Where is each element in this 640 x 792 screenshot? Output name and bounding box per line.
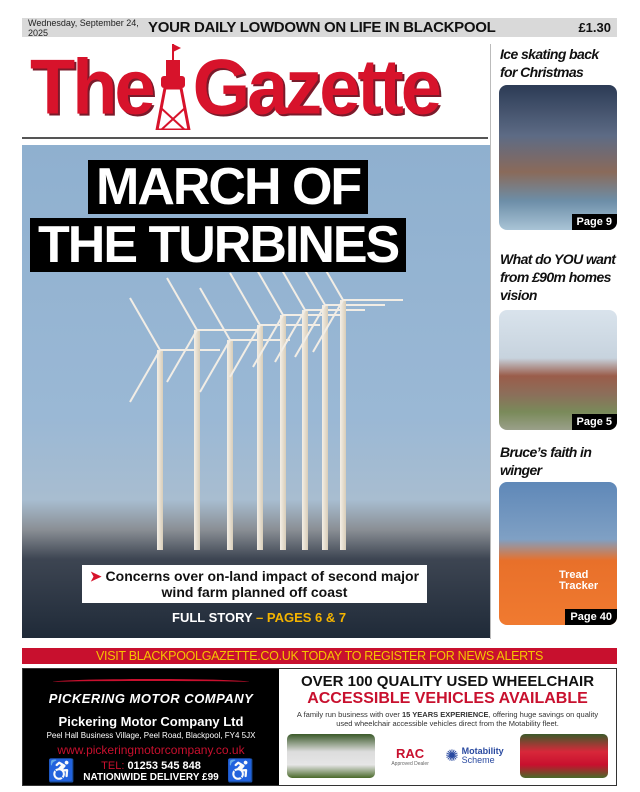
page-tag: Page 5 [572, 414, 617, 430]
advert-right [279, 669, 616, 785]
advert-logo: PICKERING MOTOR COMPANY [48, 691, 254, 706]
lead-subhead [82, 565, 427, 603]
page-tag: Page 40 [565, 609, 617, 625]
turbine [194, 330, 200, 550]
sidebar-headline[interactable]: Ice skating back for Christmas [500, 46, 599, 80]
turbine [157, 350, 163, 550]
turbine-blade [129, 298, 161, 351]
divider [22, 137, 488, 139]
advert-headline-2: ACCESSIBLE VEHICLES AVAILABLE [307, 690, 588, 707]
wheelchair-icon: ♿ [47, 758, 76, 783]
full-story-label: FULL STORY [172, 610, 253, 625]
news-alerts-banner[interactable]: VISIT BLACKPOOLGAZETTE.CO.UK TODAY TO REGISTER FOR NEWS ALERTS [22, 648, 617, 664]
masthead-title-the: The [30, 42, 153, 130]
advert-left [23, 669, 279, 785]
gear-icon: ✺ [445, 748, 459, 765]
turbine-blade [343, 299, 403, 301]
full-story-link[interactable] [172, 610, 346, 625]
company-website[interactable]: www.pickeringmotorcompany.co.uk [57, 743, 245, 757]
page-tag: Page 9 [572, 214, 617, 230]
turbine [340, 300, 346, 550]
rac-sub: Approved Dealer [391, 760, 429, 767]
masthead [30, 40, 485, 132]
body-bold: 15 YEARS EXPERIENCE [401, 710, 489, 719]
lead-photo [22, 145, 490, 638]
company-name: Pickering Motor Company Ltd [58, 714, 244, 729]
advert-body [279, 708, 616, 730]
turbine-blade [160, 349, 220, 351]
white-van-photo [287, 734, 375, 778]
turbine-blade [229, 273, 261, 326]
body-text: , offering huge savings on quality used wheelchair accessible vehicles direct from the Motability fleet. [336, 710, 599, 728]
turbine [302, 310, 308, 550]
tel-number: 01253 545 848 [127, 759, 201, 772]
wheelchair-icon: ♿ [226, 758, 255, 783]
body-text: A family run business with over [296, 710, 400, 719]
turbine-blade [166, 278, 198, 331]
tagline: YOUR DAILY LOWDOWN ON LIFE IN BLACKPOOL [148, 19, 496, 36]
divider [490, 44, 491, 639]
blackpool-tower-icon [155, 42, 191, 130]
issue-date: Wednesday, September 24, 2025 [28, 17, 139, 38]
arrow-icon: ➤ [89, 568, 102, 584]
motability-sub: Scheme [461, 755, 495, 765]
ice-skating-photo[interactable] [499, 85, 617, 230]
turbine-blade [197, 329, 257, 331]
red-van-photo [520, 734, 608, 778]
top-bar [22, 18, 617, 37]
advert[interactable] [22, 668, 617, 786]
car-logo-icon [53, 679, 249, 685]
delivery-text: NATIONWIDE DELIVERY £99 [83, 771, 219, 783]
rac-logo: RAC [396, 745, 425, 761]
homes-photo[interactable] [499, 310, 617, 430]
turbine [322, 305, 328, 550]
full-story-pages: – PAGES 6 & 7 [256, 610, 347, 625]
subhead-text: Concerns over on-land impact of second major wind farm planned off coast [105, 568, 420, 600]
advert-headline-1: OVER 100 QUALITY USED WHEELCHAIR [300, 673, 595, 690]
price: £1.30 [578, 20, 611, 35]
lead-headline-line2: THE TURBINES [30, 218, 406, 272]
tel-label: TEL: [101, 759, 125, 772]
company-address: Peel Hall Business Village, Peel Road, Blackpool, FY4 5JX [46, 731, 256, 740]
motability-logo: Motability [461, 746, 504, 756]
sidebar-headline[interactable]: Bruce’s faith in winger [500, 444, 592, 478]
shirt-sponsor: Tread Tracker [559, 569, 599, 592]
lead-headline-line1: MARCH OF [88, 160, 368, 214]
footballer-photo[interactable] [499, 482, 617, 625]
masthead-title-gazette: Gazette [192, 42, 439, 130]
sidebar-headline[interactable]: What do YOU want from £90m homes vision [500, 251, 616, 303]
turbine-blade [199, 288, 231, 341]
turbine-blade [325, 304, 385, 306]
